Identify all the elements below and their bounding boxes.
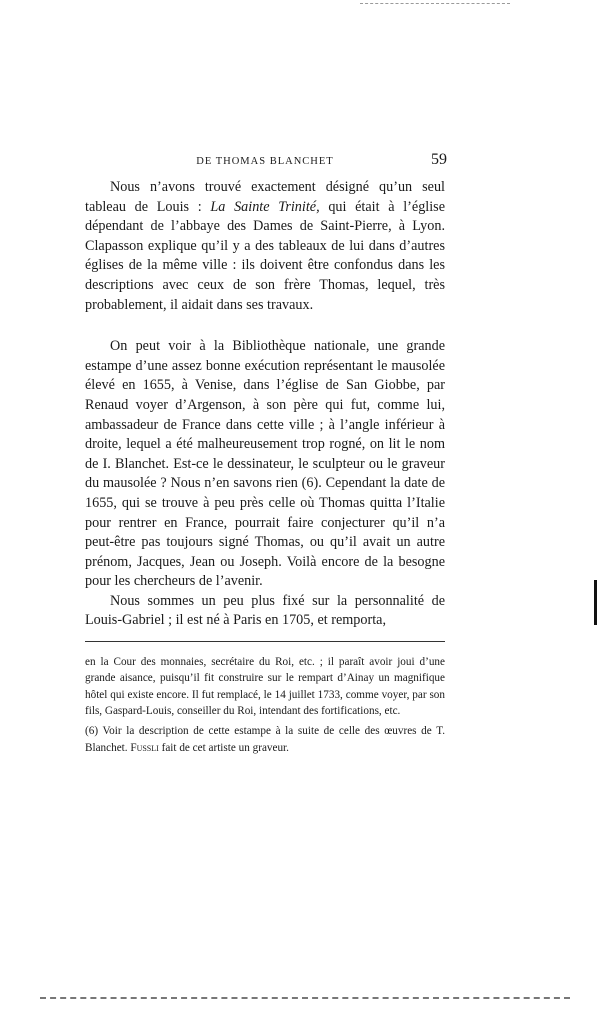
footnote-6-text-a: (6) Voir la description de cette estampe à la suite de celle des œuvres de T. Blanchet. [85, 725, 445, 754]
footnote-6-text-b: fait de cet artiste un graveur. [158, 741, 289, 754]
paragraph-2: On peut voir à la Bibliothèque nationale, une grande estampe d’une assez bonne exécution représentant le mausolée élevé en 1655, à Venise, dans l’église de San Giobbe, par Renaud voyer d’Argenson, à son père qui fut, comme lui, ambassadeur de France dans cette ville ; à l’angle inférieur à droite, lequel a été malheureusement trop rogné, on lit le nom de I. Blanchet. Est-ce le dessinateur, le sculpteur ou le graveur du mausolée ? Nous n’en savons rien (6). Cependant la date de 1655, qui se trouve à peu près celle où Thomas quitta l’Italie pour rentrer en France, pourrait faire conjecturer qu’il n’a peut-être pas toujours signé Thomas, ou qu’il avait un autre prénom, Jacques, Jean ou Joseph. Voilà encore de la besogne pour les chercheurs de l’avenir. [85, 338, 445, 590]
painting-title: La Sainte Trinité, [210, 198, 320, 215]
scan-edge-mark [594, 580, 597, 625]
book-page [85, 148, 445, 756]
scan-edge-top [360, 3, 510, 4]
running-head [85, 148, 445, 172]
paragraph-1-text-b: qui était à l’église dépendant de l’abbaye des Dames de Saint-Pierre, à Lyon. Clapasson explique qu’il y a des tableaux de lui dans d’autres églises de la même ville : ils doivent être confondus dans les descriptions avec ceux de son frère Thomas, lequel, très probablement, il aidait dans ses travaux. [85, 198, 445, 313]
footnotes [85, 654, 445, 756]
page-number: 59 [431, 151, 447, 168]
paragraph-1-text-a: Nous n’avons trouvé exactement désigné qu’un seul tableau de Louis : [85, 179, 445, 215]
paragraph-1 [85, 178, 445, 315]
footnote-6 [85, 723, 445, 756]
footnote-rule [85, 641, 445, 642]
running-title: DE THOMAS BLANCHET [196, 156, 334, 167]
paragraph-3: Nous sommes un peu plus fixé sur la personnalité de Louis-Gabriel ; il est né à Paris en 1705, et remporta, [85, 592, 445, 629]
body-text [85, 178, 445, 631]
footnote-6-author: Fussli [130, 741, 159, 754]
footnote-continuation: en la Cour des monnaies, secrétaire du Roi, etc. ; il paraît avoir joui d’une grande aisance, puisqu’il fit construire sur le rempart d’Ainay un magnifique hôtel qui existe encore. Il fut remplacé, le 14 juillet 1733, comme voyer, par son fils, Gaspard-Louis, conseiller du Roi, intendant des fortifications, etc. [85, 656, 445, 717]
scan-edge-bottom [40, 997, 570, 999]
